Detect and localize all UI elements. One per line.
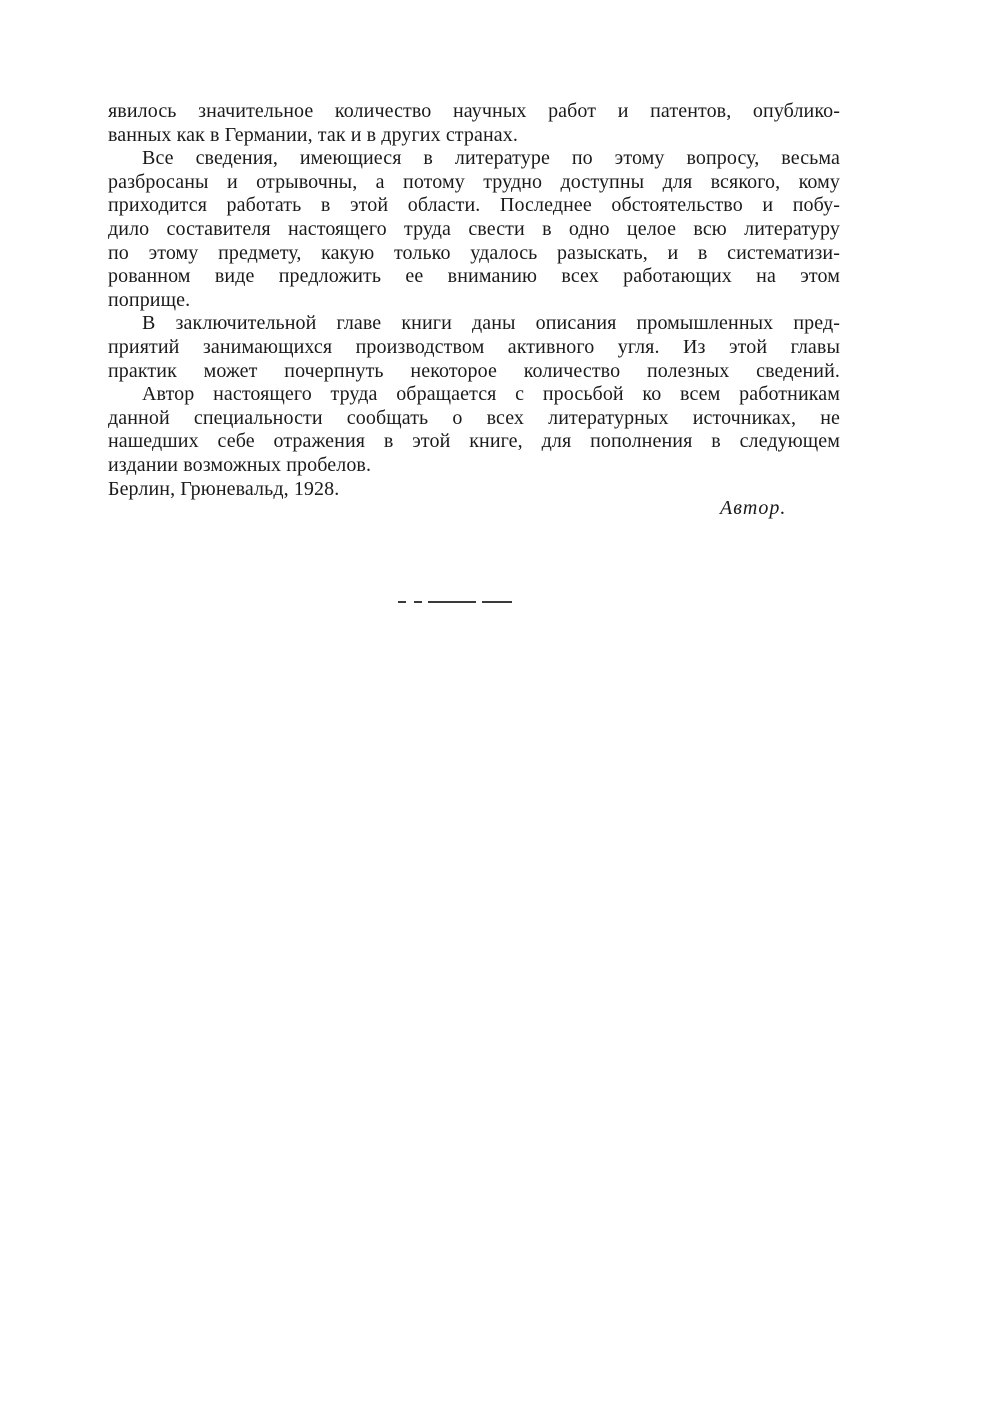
text-line: явилось значительное количество научных работ и патентов, опублико- [108, 100, 840, 122]
text-line: поприще. [108, 288, 191, 311]
text-line: издании возможных пробелов. [108, 453, 372, 476]
text-line: приятий занимающихся производством активного угля. Из этой главы [108, 335, 840, 358]
author-signature: Автор. [720, 497, 787, 519]
text-line: Все сведения, имеющиеся в литературе по этому вопросу, весьма [142, 147, 840, 170]
text-line: ванных как в Германии, так и в других странах. [108, 123, 518, 146]
text-line: нашедших себе отражения в этой книге, для пополнения в следующем [108, 430, 840, 453]
text-line: Автор настоящего труда обращается с просьбой ко всем работникам [142, 383, 840, 406]
section-divider [398, 601, 512, 605]
text-line: рованном виде предложить ее вниманию всех работающих на этом [108, 265, 840, 288]
text-line: В заключительной главе книги даны описания промышленных пред- [142, 312, 840, 335]
text-line: приходится работать в этой области. Последнее обстоятельство и побу- [108, 194, 840, 217]
text-line: данной специальности сообщать о всех литературных источниках, не [108, 406, 840, 429]
text-line: дило составителя настоящего труда свести в одно целое всю литературу [108, 217, 840, 240]
text-line: по этому предмету, какую только удалось разыскать, и в систематизи- [108, 241, 840, 264]
text-line: разбросаны и отрывочны, а потому трудно доступны для всякого, кому [108, 170, 840, 193]
place-date: Берлин, Грюневальд, 1928. [108, 477, 340, 500]
preface-text [108, 100, 840, 501]
text-line: практик может почерпнуть некоторое количество полезных сведений. [108, 359, 840, 382]
